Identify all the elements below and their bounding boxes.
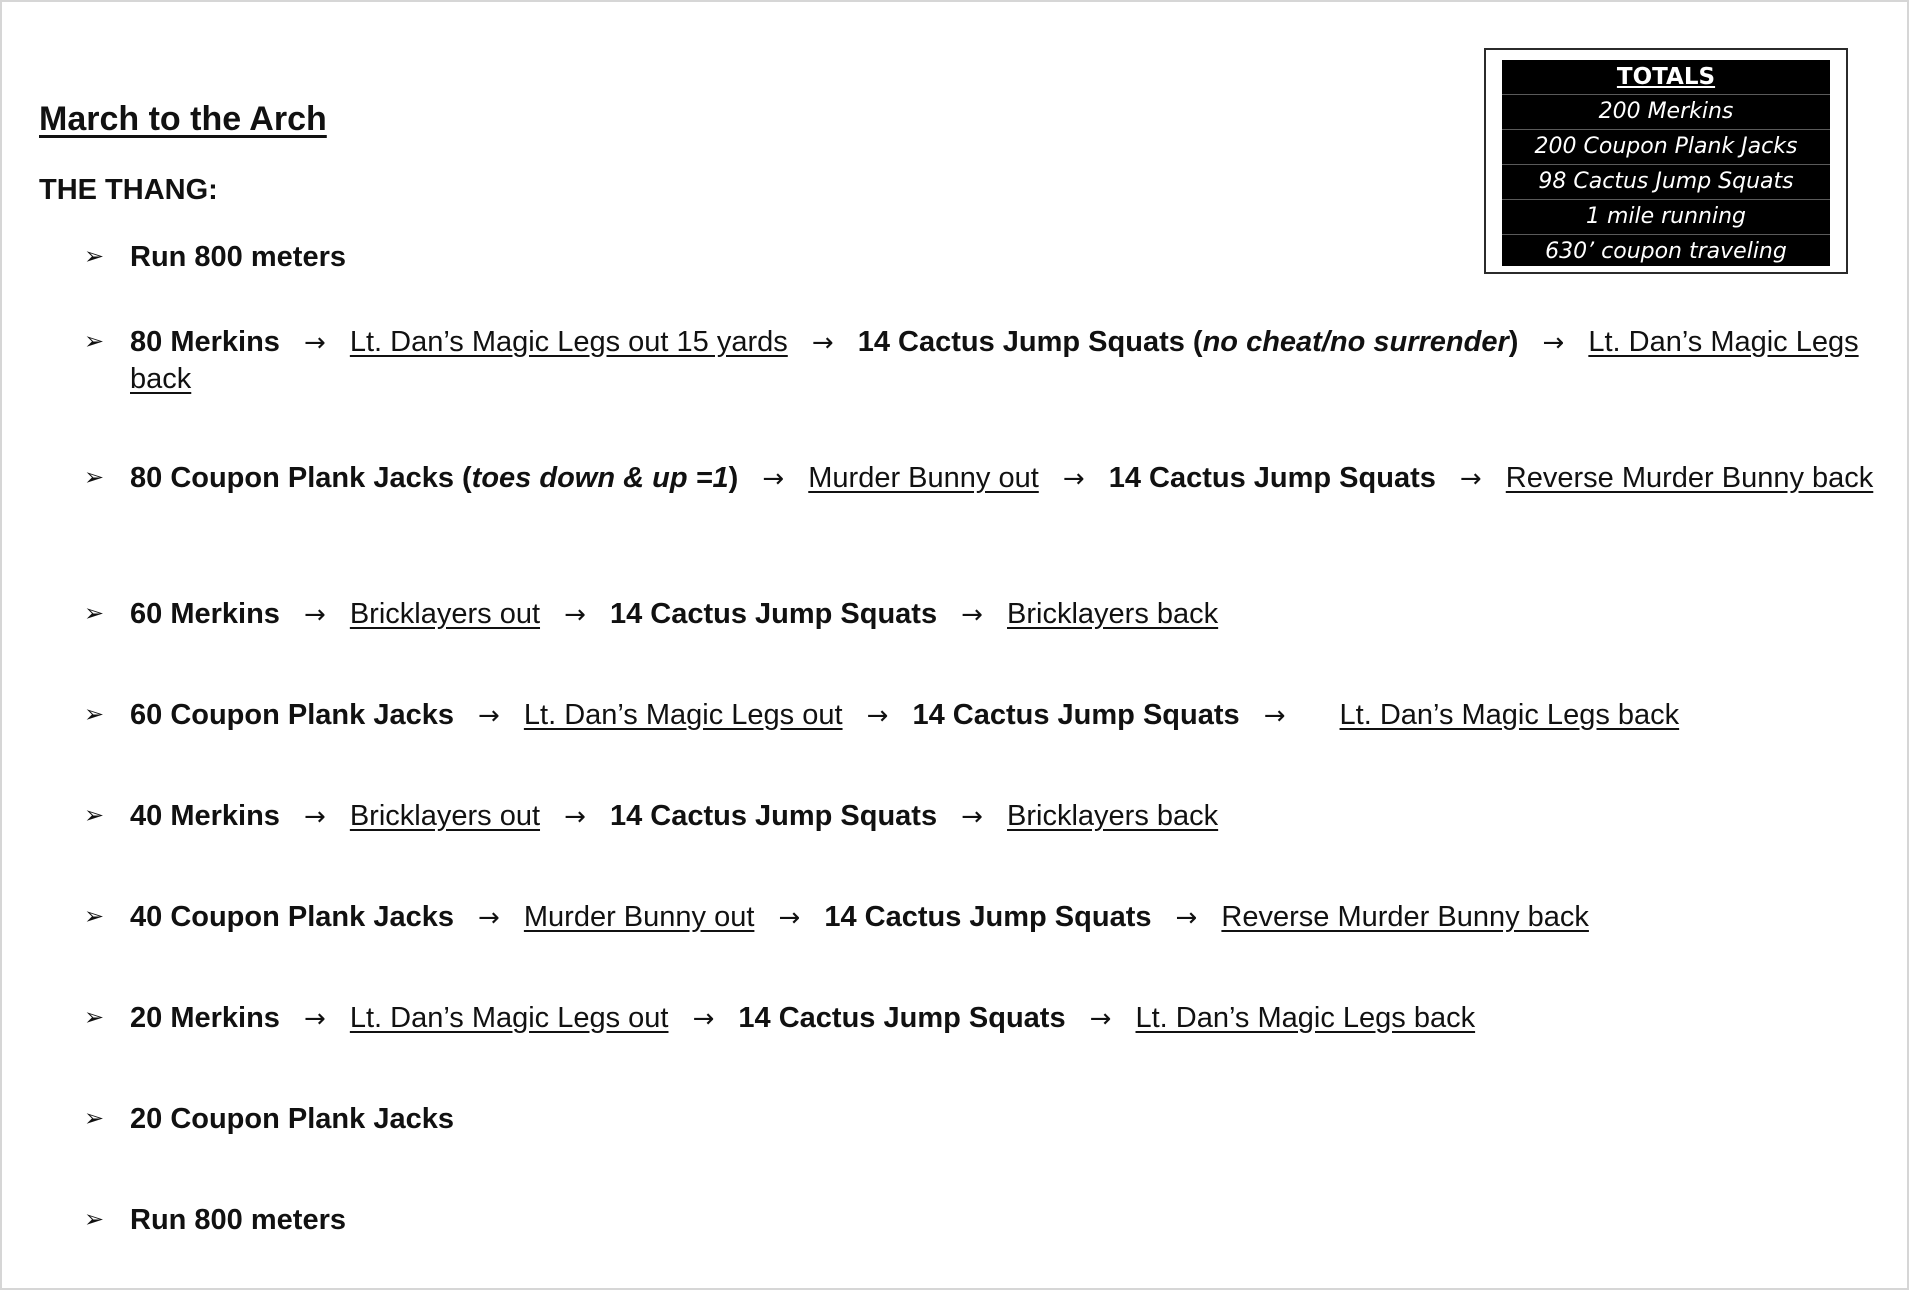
arrow-right-icon: → <box>303 802 326 832</box>
arrow-right-icon: → <box>778 903 801 933</box>
exercise-label: 20 Merkins <box>130 1002 280 1034</box>
arrow-right-icon: → <box>961 802 983 832</box>
list-item-body <box>130 1000 1874 1037</box>
squats-label: 14 Cactus Jump Squats <box>738 1002 1066 1034</box>
movement-back: Lt. Dan’s Magic Legs back <box>1135 1002 1476 1034</box>
squats-label: 14 Cactus Jump Squats <box>609 598 938 630</box>
movement-back: Reverse Murder Bunny back <box>1221 901 1589 933</box>
bullet-arrow-icon: ➢ <box>84 464 105 491</box>
document-title: March to the Arch <box>39 100 327 138</box>
arrow-right-icon: → <box>1542 328 1565 358</box>
squats-close: ) <box>1508 326 1519 358</box>
bullet-arrow-icon: ➢ <box>84 802 105 829</box>
exercise-label: 40 Coupon Plank Jacks <box>130 901 454 933</box>
bullet-arrow-icon: ➢ <box>84 1004 105 1031</box>
arrow-right-icon: → <box>303 600 326 630</box>
totals-heading: TOTALS <box>1502 60 1830 95</box>
arrow-right-icon: → <box>478 701 500 731</box>
squats-label: 14 Cactus Jump Squats <box>912 699 1240 731</box>
arrow-right-icon: → <box>961 600 983 630</box>
list-item-body <box>130 1101 1874 1137</box>
arrow-right-icon: → <box>811 328 834 358</box>
exercise-label: 60 Merkins <box>130 598 280 630</box>
exercise-label: 40 Merkins <box>130 800 280 832</box>
movement-out: Murder Bunny out <box>523 901 755 933</box>
totals-item: 200 Merkins <box>1502 95 1830 130</box>
arrow-right-icon: → <box>478 903 500 933</box>
list-item-body <box>130 324 1874 397</box>
totals-item: 200 Coupon Plank Jacks <box>1502 130 1830 165</box>
bullet-arrow-icon: ➢ <box>84 328 105 355</box>
movement-out: Murder Bunny out <box>808 462 1039 494</box>
exercise-label: 20 Coupon Plank Jacks <box>130 1103 454 1135</box>
list-item-body <box>130 1202 1874 1238</box>
arrow-right-icon: → <box>1062 464 1085 494</box>
arrow-right-icon: → <box>866 701 889 731</box>
squats-label: 14 Cactus Jump Squats <box>609 800 938 832</box>
movement-out: Lt. Dan’s Magic Legs out 15 yards <box>349 326 788 358</box>
arrow-right-icon: → <box>1089 1004 1112 1034</box>
arrow-right-icon: → <box>564 600 586 630</box>
list-item-body <box>130 460 1874 497</box>
arrow-right-icon: → <box>303 328 326 358</box>
totals-item: 98 Cactus Jump Squats <box>1502 165 1830 200</box>
arrow-right-icon: → <box>1459 464 1482 494</box>
arrow-right-icon: → <box>762 464 785 494</box>
totals-box <box>1502 60 1830 266</box>
exercise-label: 80 Coupon Plank Jacks ( <box>130 462 472 494</box>
list-item-body <box>130 596 1874 633</box>
bullet-arrow-icon: ➢ <box>84 701 105 728</box>
totals-item: 1 mile running <box>1502 200 1830 235</box>
list-item-body <box>130 697 1874 734</box>
exercise-label: Run 800 meters <box>130 241 346 273</box>
movement-back: Lt. Dan’s Magic Legs back <box>1339 699 1680 731</box>
movement-back: Reverse Murder Bunny back <box>1505 462 1874 494</box>
list-item-body <box>130 239 1874 275</box>
section-heading: THE THANG: <box>39 174 218 206</box>
arrow-right-icon: → <box>303 1004 326 1034</box>
squats-label: 14 Cactus Jump Squats ( <box>857 326 1203 358</box>
movement-out: Lt. Dan’s Magic Legs out <box>523 699 843 731</box>
arrow-right-icon: → <box>692 1004 715 1034</box>
exercise-close: ) <box>728 462 739 494</box>
exercise-label: Run 800 meters <box>130 1204 346 1236</box>
bullet-arrow-icon: ➢ <box>84 903 105 930</box>
arrow-right-icon: → <box>1175 903 1198 933</box>
squats-label: 14 Cactus Jump Squats <box>1108 462 1436 494</box>
list-item-body <box>130 798 1874 835</box>
arrow-right-icon: → <box>564 802 586 832</box>
squats-label: 14 Cactus Jump Squats <box>824 901 1152 933</box>
movement-back: Lt. Dan’s Magic Legs back <box>130 326 1859 395</box>
movement-out: Lt. Dan’s Magic Legs out <box>349 1002 669 1034</box>
list-item-body <box>130 899 1874 936</box>
squats-note: no cheat/no surrender <box>1202 326 1509 358</box>
bullet-arrow-icon: ➢ <box>84 243 105 270</box>
bullet-arrow-icon: ➢ <box>84 1206 105 1233</box>
bullet-arrow-icon: ➢ <box>84 600 105 627</box>
arrow-right-icon: → <box>1263 701 1286 731</box>
exercise-label: 80 Merkins <box>130 326 280 358</box>
movement-back: Bricklayers back <box>1007 800 1219 832</box>
movement-out: Bricklayers out <box>349 800 541 832</box>
movement-out: Bricklayers out <box>349 598 541 630</box>
movement-back: Bricklayers back <box>1007 598 1219 630</box>
exercise-note: toes down & up =1 <box>471 462 729 494</box>
exercise-label: 60 Coupon Plank Jacks <box>130 699 454 731</box>
bullet-arrow-icon: ➢ <box>84 1105 105 1132</box>
totals-item: 630’ coupon traveling <box>1545 239 1787 264</box>
